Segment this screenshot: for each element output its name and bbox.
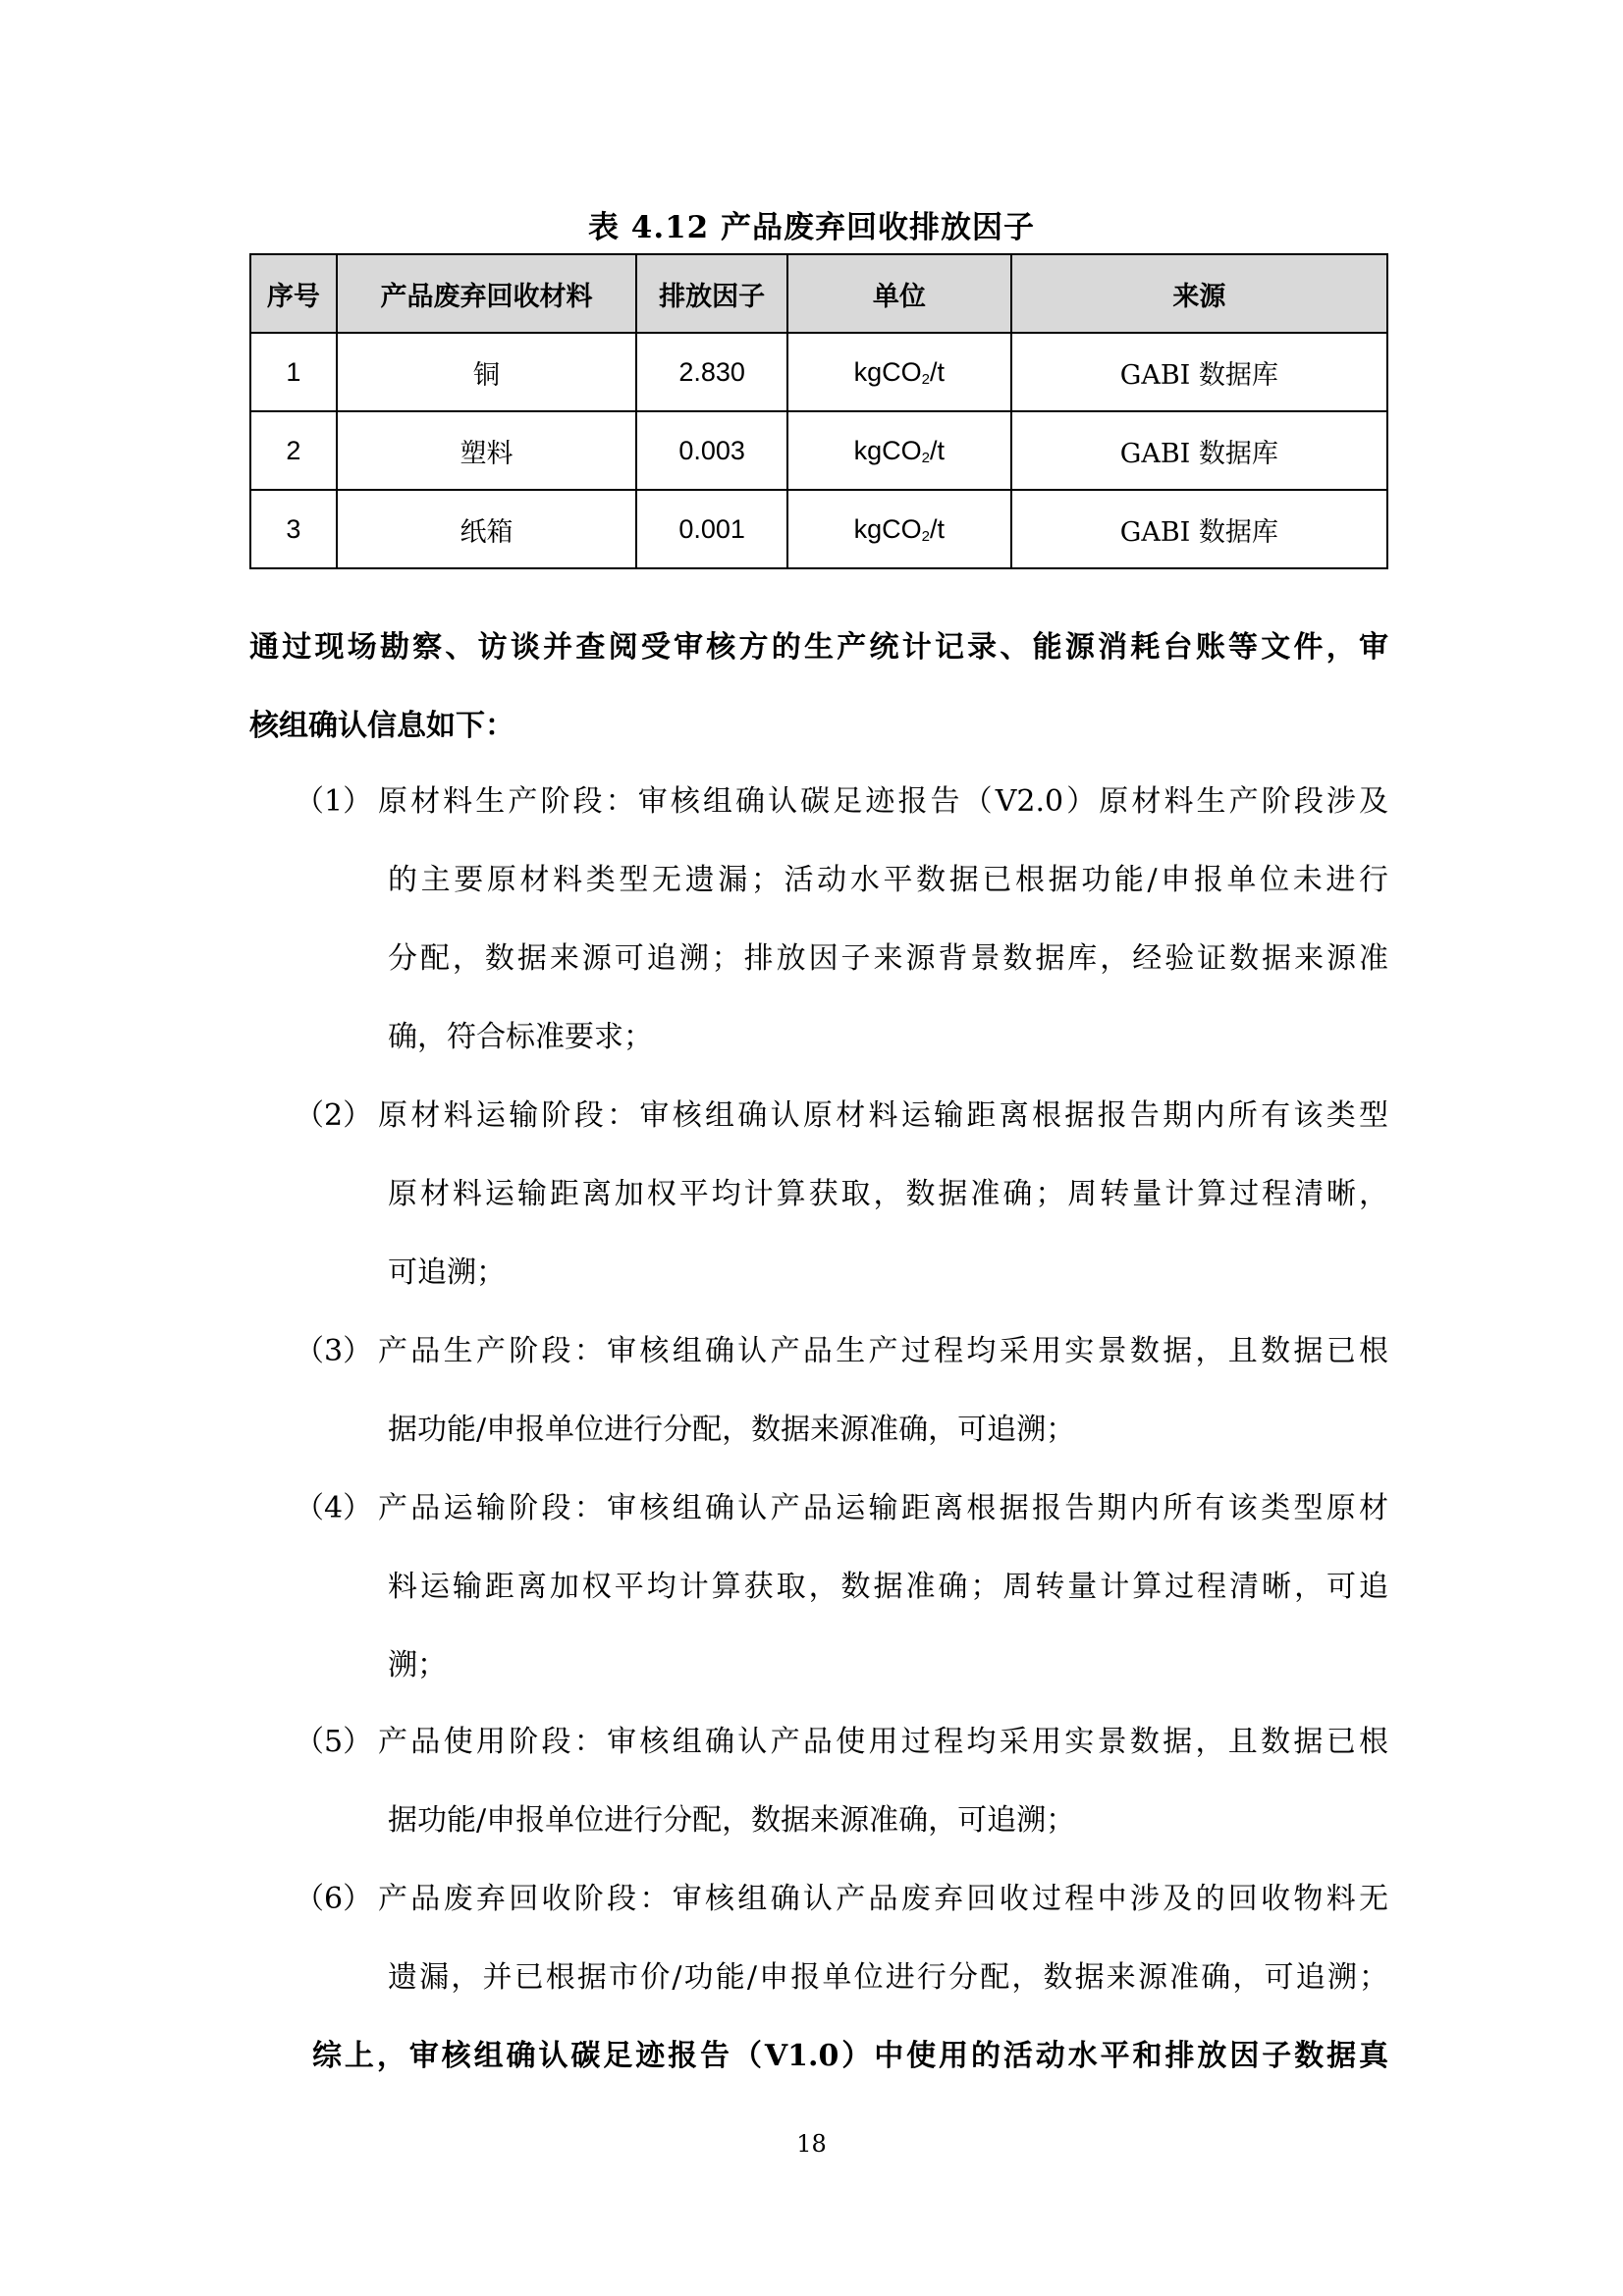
item-1-label: （1） [295,784,373,819]
table-row [250,411,1387,490]
header-no: 序号 [250,254,337,333]
intro-line-2: 核组确认信息如下： [249,709,514,743]
cell-source: GABI 数据库 [1011,490,1387,568]
cell-no: 1 [250,333,337,411]
header-material: 产品废弃回收材料 [337,254,636,333]
item-1-line-1: 原材料生产阶段：审核组确认碳足迹报告（V2.0）原材料生产阶段涉及 [378,784,1388,819]
header-source: 来源 [1011,254,1387,333]
item-2-line-2: 原材料运输距离加权平均计算获取，数据准确；周转量计算过程清晰， [388,1177,1388,1211]
item-4-line-2: 料运输距离加权平均计算获取，数据准确；周转量计算过程清晰，可追 [388,1570,1388,1604]
cell-factor: 2.830 [636,333,787,411]
table-header-row [250,254,1387,333]
item-1-line-4: 确，符合标准要求； [388,1020,653,1054]
table-row [250,490,1387,568]
emission-factor-table [249,253,1388,569]
item-2-line-1: 原材料运输阶段：审核组确认原材料运输距离根据报告期内所有该类型 [378,1098,1388,1133]
item-2-label: （2） [295,1098,373,1133]
item-4-label: （4） [295,1491,373,1525]
cell-material: 铜 [337,333,636,411]
cell-source: GABI 数据库 [1011,411,1387,490]
item-3-line-2: 据功能/申报单位进行分配，数据来源准确，可追溯； [388,1413,1076,1447]
item-4-line-1: 产品运输阶段：审核组确认产品运输距离根据报告期内所有该类型原材 [378,1491,1388,1525]
item-2-line-3: 可追溯； [388,1255,506,1290]
item-3-label: （3） [295,1334,373,1368]
item-5-line-2: 据功能/申报单位进行分配，数据来源准确，可追溯； [388,1803,1076,1838]
header-factor: 排放因子 [636,254,787,333]
cell-no: 3 [250,490,337,568]
cell-unit: kgCO$_2$/t [787,333,1011,411]
item-4-line-3: 溯； [388,1648,447,1682]
cell-factor: 0.001 [636,490,787,568]
cell-no: 2 [250,411,337,490]
header-unit: 单位 [787,254,1011,333]
cell-factor: 0.003 [636,411,787,490]
summary-line: 综上，审核组确认碳足迹报告（V1.0）中使用的活动水平和排放因子数据真 [312,2039,1388,2073]
cell-material: 纸箱 [337,490,636,568]
cell-source: GABI 数据库 [1011,333,1387,411]
item-5-label: （5） [295,1725,373,1759]
item-5-line-1: 产品使用阶段：审核组确认产品使用过程均采用实景数据，且数据已根 [378,1725,1388,1759]
item-1-line-3: 分配，数据来源可追溯；排放因子来源背景数据库，经验证数据来源准 [388,941,1388,976]
item-6-line-1: 产品废弃回收阶段：审核组确认产品废弃回收过程中涉及的回收物料无 [378,1882,1388,1916]
table-row [250,333,1387,411]
item-1-line-2: 的主要原材料类型无遗漏；活动水平数据已根据功能/申报单位未进行 [388,863,1388,897]
page-number: 18 [796,2130,827,2158]
cell-unit: kgCO$_2$/t [787,490,1011,568]
item-6-line-2: 遗漏，并已根据市价/功能/申报单位进行分配，数据来源准确，可追溯； [388,1960,1388,1995]
cell-unit: kgCO$_2$/t [787,411,1011,490]
item-3-line-1: 产品生产阶段：审核组确认产品生产过程均采用实景数据，且数据已根 [378,1334,1388,1368]
intro-line-1: 通过现场勘察、访谈并查阅受审核方的生产统计记录、能源消耗台账等文件，审 [249,630,1388,665]
item-6-label: （6） [295,1882,373,1916]
cell-material: 塑料 [337,411,636,490]
table-caption: 表 4.12 产品废弃回收排放因子 [587,210,1036,245]
